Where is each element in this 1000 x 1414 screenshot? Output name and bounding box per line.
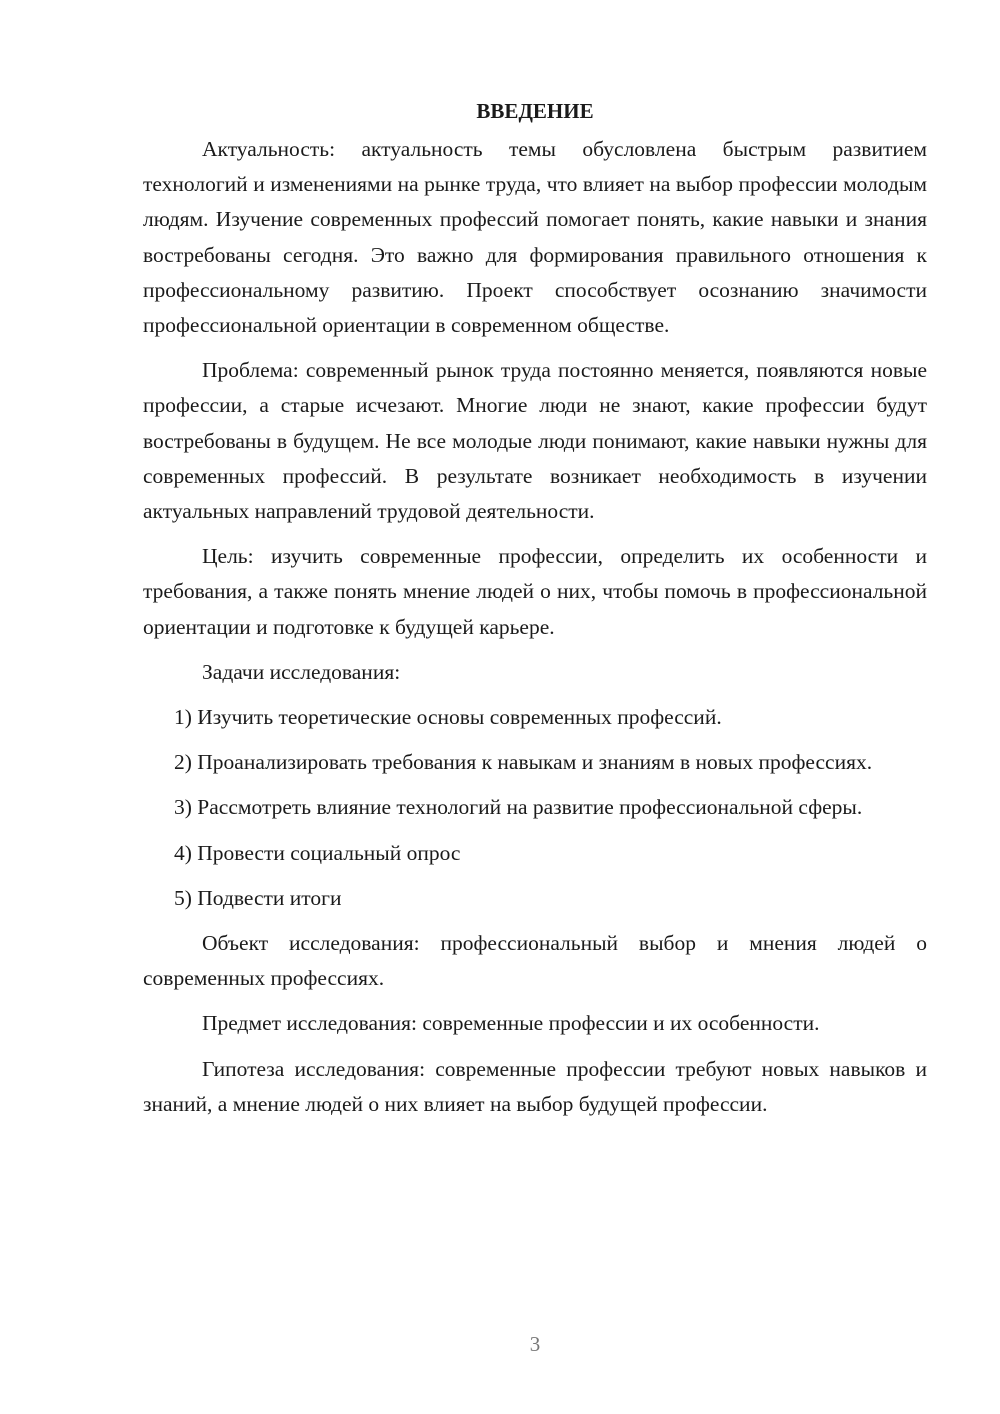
relevance-paragraph: Актуальность: актуальность темы обусловлена быстрым развитием технологий и изменениями на рынке труда, что влияет на выбор профессии молодым людям. Изучение современных профессий помогает понять, какие навыки и знания востребованы сегодня. Это важно для формирования правильного отношения к профессиональному развитию. Проект способствует осознанию значимости профессиональной ориентации в современном обществе.: [143, 137, 927, 338]
subject-paragraph: Предмет исследования: современные профессии и их особенности.: [202, 1011, 820, 1036]
hypothesis-paragraph: Гипотеза исследования: современные профессии требуют новых навыков и знаний, а мнение людей о них влияет на выбор будущей профессии.: [143, 1056, 927, 1116]
page-number: 3: [529, 1332, 541, 1356]
problem-paragraph: Проблема: современный рынок труда постоянно меняется, появляются новые профессии, а старые исчезают. Многие люди не знают, какие профессии будут востребованы в будущем. Не все молодые люди понимают, какие навыки нужны для современных профессий. В результате возникает необходимость в изучении актуальных направлений трудовой деятельности.: [143, 358, 927, 524]
document-page: [143, 96, 927, 1132]
section-title: ВВЕДЕНИЕ: [476, 99, 594, 123]
task-item: 5) Подвести итоги: [174, 885, 342, 910]
task-item: 4) Провести социальный опрос: [174, 840, 461, 865]
task-item: 1) Изучить теоретические основы современных профессий.: [174, 705, 722, 730]
tasks-heading: Задачи исследования:: [202, 659, 401, 684]
object-paragraph: Объект исследования: профессиональный выбор и мнения людей о современных профессиях.: [143, 931, 927, 991]
task-item: 2) Проанализировать требования к навыкам и знаниям в новых профессиях.: [174, 750, 873, 775]
goal-paragraph: Цель: изучить современные профессии, определить их особенности и требования, а также понять мнение людей о них, чтобы помочь в профессиональной ориентации и подготовке к будущей карьере.: [143, 544, 927, 639]
task-item: 3) Рассмотреть влияние технологий на развитие профессиональной сферы.: [174, 795, 863, 820]
